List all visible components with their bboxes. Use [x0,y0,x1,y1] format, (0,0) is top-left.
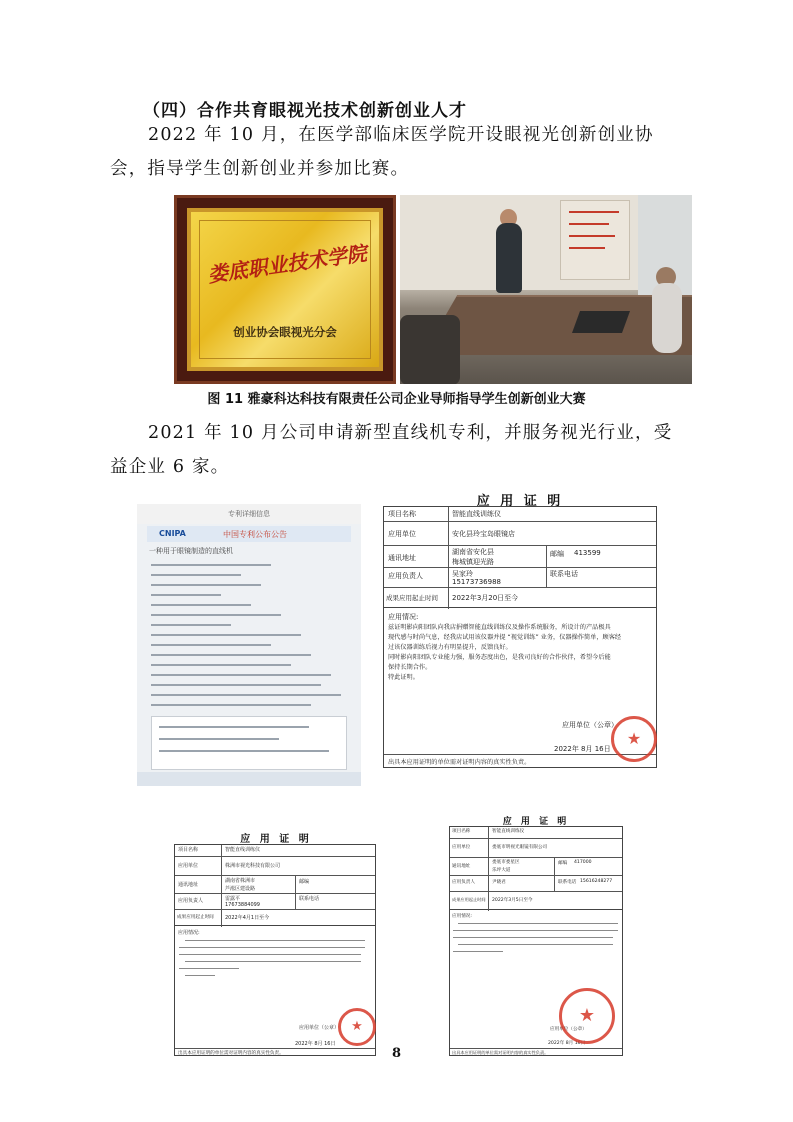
plaque-frame [187,208,383,371]
certificate-left: 应 用 证 明 项目名称 智能直线训练仪 应用单位 株洲市视光科技有限公司 通讯地址 湖南省株洲市 芦淞区建设路 邮编 应用负责人 雷露平 联系电话 17673884099 成果应用起止时间 2022年4月1日至今 应用情况: 应用单位（公章） 2022年 8月 16日 出具本应用证明的单位需对证明内容的真实性负责。 ★ [170,826,382,1064]
certificate-title: 应 用 证 明 [240,834,312,845]
plaque-photo [174,195,396,384]
wall-board [560,200,630,280]
plaque-subtitle: 创业协会眼视光分会 [233,325,337,339]
patent-top-bar: 专利详细信息 [137,504,361,524]
company-stamp: ★ [611,716,657,762]
attendee [652,283,682,353]
meeting-photo [400,195,692,384]
patent-banner-text: 中国专利公布公告 [223,530,287,539]
section-heading: （四）合作共育眼视光技术创新创业人才 [143,101,467,121]
plaque-title: 娄底职业技术学院 [206,240,369,288]
certificate-title: 应 用 证 明 [476,494,564,509]
paragraph-association: 2022 年 10 月，在医学部临床医学院开设眼视光创新创业协会，指导学生创新创业并参加比赛。 [110,125,654,179]
speaker [496,223,522,293]
patent-title: 一种用于眼镜制造的直线机 [149,547,233,555]
patent-screenshot [137,504,361,786]
certificate-title: 应 用 证 明 [502,817,570,827]
page-number: 8 [392,1046,402,1061]
laptop [572,311,630,333]
certificate-main: 应 用 证 明 项目名称 智能直线训练仪 应用单位 安化县玲宝岛眼镜店 通讯地址 湖南省安化县 梅城镇迎光路 邮编 413599 应用负责人 吴家玲 联系电话 15173736988 成果应用起止时间 2022年3月20日至今 应用情况: 兹证明影向阳团队向我店捐赠智能直线训练仪及操作系统服务，所设计的产品极具 现代感与时尚气息，经我店试用该仪器并提 “视觉训练” 业务，仪器操作简单，顾客经 过该仪器训练后视力有明显提升，反馈良好。 同时影向阳团队专业能力强，服务态度出色，是我司良好的合作伙伴，希望今后能 保持长期合作。 特此证明。 应用单位（公章） 2022年 8月 16日 出具本应用证明的单位需对证明内容的真实性负责。 ★ [375,484,665,780]
figure-caption: 图 11 雅豪科达科技有限责任公司企业导师指导学生创新创业大赛 [207,392,586,407]
company-stamp: ★ [559,988,615,1044]
certificate-right: 应 用 证 明 项目名称 智能直线训练仪 应用单位 娄底市明视光眼镜有限公司 通讯地址 娄底市娄星区 乐坪大道 邮编 417000 应用负责人 尹晓君 联系电话 15616248277 成果应用起止时间 2022年3月5日至今 应用情况: 应用单位（公章） 2022年 8月 16日 出具本应用证明的单位需对证明内容的真实性负责。 ★ [445,812,627,1064]
cnipa-logo: CNIPA [159,529,186,538]
paragraph-patent: 2021 年 10 月公司申请新型直线机专利，并服务视光行业，受益企业 6 家。 [110,423,673,477]
company-stamp: ★ [338,1008,376,1046]
